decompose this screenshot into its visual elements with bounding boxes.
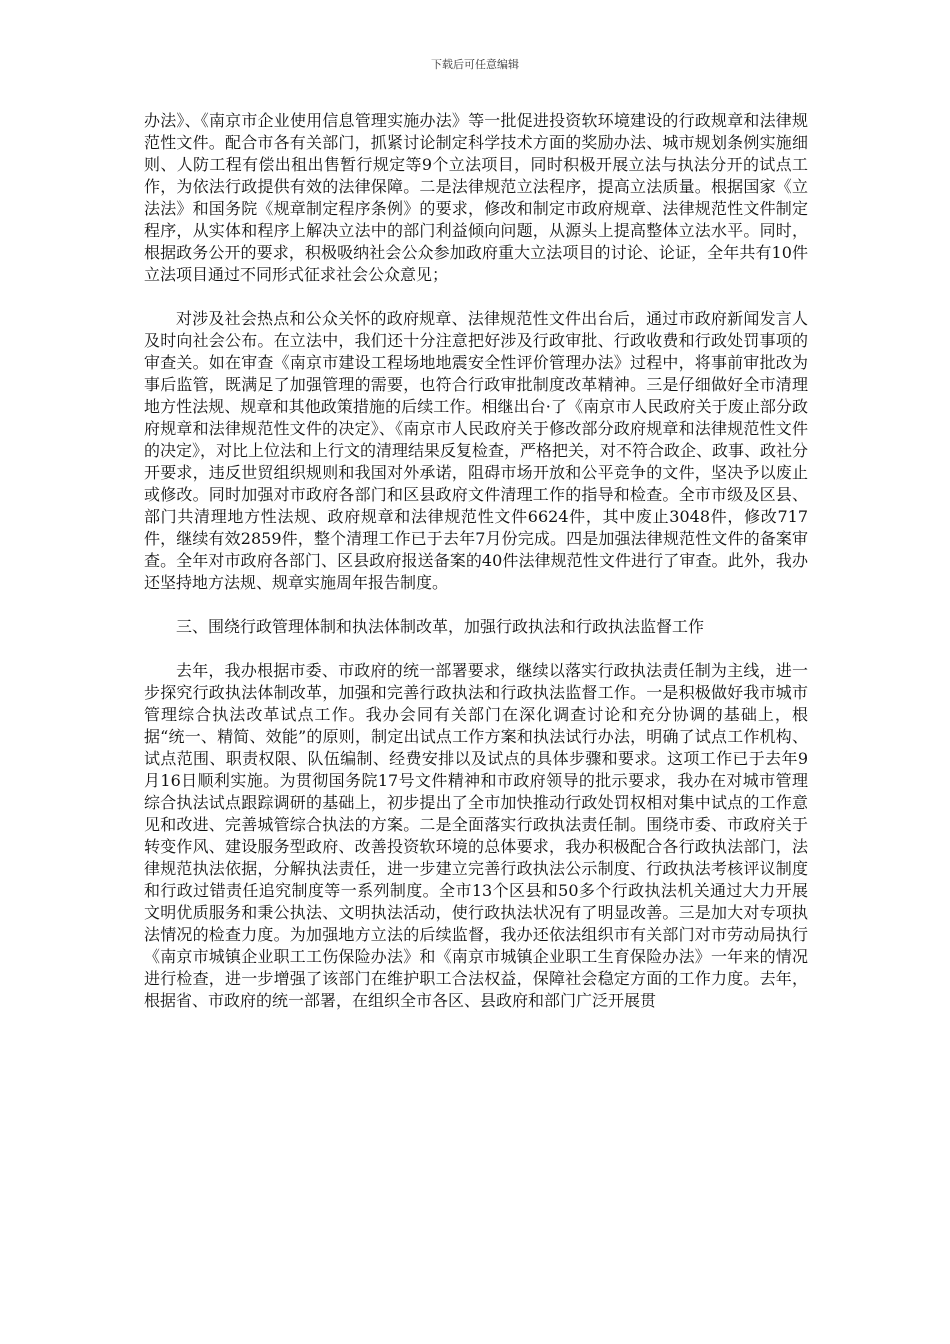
paragraph-continuation: 办法》、《南京市企业使用信息管理实施办法》等一批促进投资软环境建设的行政规章和法律规范性文件。配合市各有关部门，抓紧讨论制定科学技术方面的奖励办法、城市规划条例实施细则、人防工程有偿出租出售暂行规定等9个立法项目，同时积极开展立法与执法分开的试点工作，为依法行政提供有效的法律保障。二是法律规范立法程序，提高立法质量。根据国家《立法法》和国务院《规章制定程序条例》的要求，修改和制定市政府规章、法律规范性文件制定程序，从实体和程序上解决立法中的部门利益倾向问题，从源头上提高整体立法水平。同时，根据政务公开的要求，积极吸纳社会公众参加政府重大立法项目的讨论、论证，全年共有10件立法项目通过不同形式征求社会公众意见； [144,111,808,284]
page-header: 下载后可任意编辑 [431,58,519,71]
paragraph: 去年，我办根据市委、市政府的统一部署要求，继续以落实行政执法责任制为主线，进一步探究行政执法体制改革，加强和完善行政执法和行政执法监督工作。一是积极做好我市城市管理综合执法改革试点工作。我办会同有关部门在深化调查讨论和充分协调的基础上，根据“统一、精简、效能”的原则，制定出试点工作方案和执法试行办法，明确了试点工作机构、试点范围、职责权限、队伍编制、经费安排以及试点的具体步骤和要求。这项工作已于去年9月16日顺利实施。为贯彻国务院17号文件精神和市政府领导的批示要求，我办在对城市管理综合执法试点跟踪调研的基础上，初步提出了全市加快推动行政处罚权相对集中试点的工作意见和改进、完善城管综合执法的方案。二是全面落实行政执法责任制。围绕市委、市政府关于转变作风、建设服务型政府、改善投资软环境的总体要求，我办积极配合各行政执法部门，法律规范执法依据，分解执法责任，进一步建立完善行政执法公示制度、行政执法考核评议制度和行政过错责任追究制度等一系列制度。全市13个区县和50多个行政执法机关通过大力开展文明优质服务和秉公执法、文明执法活动，使行政执法状况有了明显改善。三是加大对专项执法情况的检查力度。为加强地方立法的后续监督，我办还依法组织市有关部门对市劳动局执行《南京市城镇企业职工工伤保险办法》和《南京市城镇企业职工生育保险办法》一年来的情况进行检查，进一步增强了该部门在维护职工合法权益，保障社会稳定方面的工作力度。去年，根据省、市政府的统一部署，在组织全市各区、县政府和部门广泛开展贯 [144,661,808,1010]
section-heading: 三、围绕行政管理体制和执法体制改革，加强行政执法和行政执法监督工作 [176,617,705,636]
paragraph: 对涉及社会热点和公众关怀的政府规章、法律规范性文件出台后，通过市政府新闻发言人及时向社会公布。在立法中，我们还十分注意把好涉及行政审批、行政收费和行政处罚事项的审查关。如在审查《南京市建设工程场地地震安全性评价管理办法》过程中，将事前审批改为事后监管，既满足了加强管理的需要，也符合行政审批制度改革精神。三是仔细做好全市清理地方性法规、规章和其他政策措施的后续工作。相继出台·了《南京市人民政府关于废止部分政府规章和法律规范性文件的决定》、《南京市人民政府关于修改部分政府规章和法律规范性文件的决定》，对比上位法和上行文的清理结果反复检查，严格把关，对不符合政企、政事、政社分开要求，违反世贸组织规则和我国对外承诺，阻碍市场开放和公平竞争的文件，坚决予以废止或修改。同时加强对市政府各部门和区县政府文件清理工作的指导和检查。全市市级及区县、部门共清理地方性法规、政府规章和法律规范性文件6624件，其中废止3048件，修改717件，继续有效2859件，整个清理工作已于去年7月份完成。四是加强法律规范性文件的备案审查。全年对市政府各部门、区县政府报送备案的40件法律规范性文件进行了审查。此外，我办还坚持地方法规、规章实施周年报告制度。 [144,309,809,592]
document-body [144,110,808,1012]
